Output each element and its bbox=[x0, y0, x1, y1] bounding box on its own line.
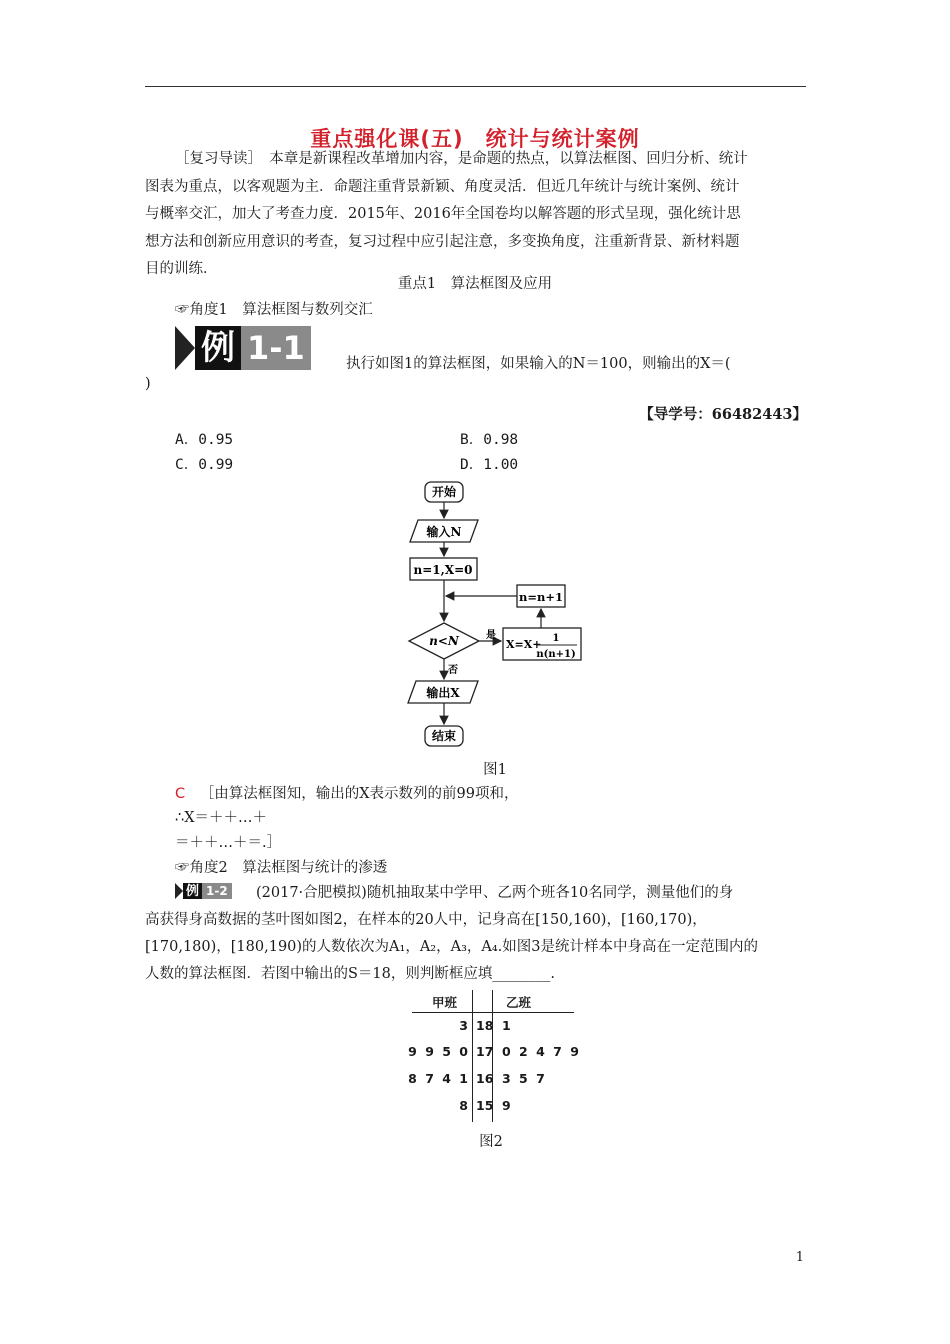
intro-line: 图表为重点，以客观题为主．命题注重背景新颖、角度灵活．但近几年统计与统计案例、统计 bbox=[145, 178, 740, 195]
example-number: 1-1 bbox=[241, 326, 311, 370]
left-header: 甲班 bbox=[432, 995, 458, 1010]
badge-arrow-icon bbox=[175, 883, 183, 899]
example-badge-1 bbox=[175, 326, 311, 370]
right-leaves: 0 2 4 7 9 bbox=[502, 1044, 579, 1059]
right-leaves: 9 bbox=[502, 1098, 511, 1113]
start-label: 开始 bbox=[431, 485, 457, 499]
page-number: 1 bbox=[795, 1250, 804, 1265]
yes-label: 是 bbox=[486, 630, 496, 641]
example2-line: 人数的算法框图．若图中输出的S＝18，则判断框应填________. bbox=[145, 966, 555, 982]
right-leaves: 3 5 7 bbox=[502, 1071, 545, 1086]
intro-paragraph bbox=[145, 146, 807, 284]
stem-leaf-figure bbox=[408, 990, 579, 1122]
option-b: B．0.98 bbox=[460, 432, 519, 448]
figure2-caption: 图2 bbox=[479, 1134, 503, 1150]
example-label: 例 bbox=[183, 883, 202, 899]
left-leaves: 9 9 5 0 bbox=[408, 1044, 468, 1059]
fraction-denominator: n(n+1) bbox=[536, 649, 576, 660]
option-c: C．0.99 bbox=[175, 457, 234, 473]
intro-line: 目的训练． bbox=[145, 261, 218, 277]
top-rule bbox=[145, 86, 806, 87]
example-badge-2 bbox=[175, 883, 232, 899]
example1-question-end: ) bbox=[145, 376, 151, 392]
intro-line: ［复习导读］ 本章是新课程改革增加内容，是命题的热点，以算法框图、回归分析、统计 bbox=[175, 151, 748, 167]
right-header: 乙班 bbox=[506, 995, 532, 1010]
section1-heading: 重点1 算法框图及应用 bbox=[397, 276, 553, 292]
example1-question: 执行如图1的算法框图，如果输入的N＝100，则输出的X＝( bbox=[346, 356, 731, 372]
stem: 15 bbox=[476, 1098, 494, 1113]
input-label: 输入N bbox=[426, 525, 462, 539]
decision-label: n<N bbox=[429, 634, 459, 648]
example-label: 例 bbox=[195, 326, 241, 370]
fraction-numerator: 1 bbox=[552, 633, 560, 644]
stem: 17 bbox=[476, 1044, 494, 1059]
angle2-label: ☞角度2 算法框图与统计的渗透 bbox=[175, 860, 388, 876]
stem: 16 bbox=[476, 1071, 494, 1086]
example2-line: (2017·合肥模拟)随机抽取某中学甲、乙两个班各10名同学，测量他们的身 bbox=[256, 885, 734, 901]
flowchart-figure bbox=[380, 478, 600, 750]
badge-arrow-icon bbox=[175, 326, 195, 370]
example2-line: [170,180)，[180,190)的人数依次为A₁，A₂，A₃，A₄.如图3是统计样本中身高在一定范围内的 bbox=[145, 939, 759, 955]
sum-prefix: X=X+ bbox=[506, 638, 542, 651]
answer-line: ＝＋＋…＋＝.］ bbox=[175, 835, 282, 851]
example2-line: 高获得身高数据的茎叶图如图2，在样本的20人中，记身高在[150,160)，[160,170)， bbox=[145, 912, 707, 928]
left-leaves: 8 bbox=[459, 1098, 468, 1113]
option-a: A．0.95 bbox=[175, 432, 234, 448]
intro-line: 想方法和创新应用意识的考查，复习过程中应引起注意，多变换角度，注重新背景、新材料题 bbox=[145, 233, 740, 250]
output-label: 输出X bbox=[426, 686, 460, 700]
answer-letter: C bbox=[175, 786, 186, 802]
increment-label: n=n+1 bbox=[519, 590, 563, 604]
answer-line: ∴X＝＋＋…＋ bbox=[175, 810, 268, 826]
page-title: 重点强化课(五) 统计与统计案例 bbox=[310, 127, 640, 151]
right-leaves: 1 bbox=[502, 1018, 511, 1033]
guide-number: 【导学号：66482443】 bbox=[639, 406, 807, 423]
init-label: n=1,X=0 bbox=[413, 563, 473, 577]
intro-line: 与概率交汇，加大了考查力度．2015年、2016年全国卷均以解答题的形式呈现，强化统计思 bbox=[145, 206, 741, 222]
option-d: D．1.00 bbox=[460, 457, 519, 473]
end-label: 结束 bbox=[431, 729, 457, 743]
left-leaves: 3 bbox=[459, 1018, 468, 1033]
example-number: 1-2 bbox=[202, 883, 232, 899]
answer-block bbox=[175, 782, 519, 803]
answer-line: ［由算法框图知，输出的X表示数列的前99项和， bbox=[199, 786, 519, 802]
left-leaves: 8 7 4 1 bbox=[408, 1071, 468, 1086]
stem: 18 bbox=[476, 1018, 494, 1033]
angle1-label: ☞角度1 算法框图与数列交汇 bbox=[175, 302, 373, 318]
no-label: 否 bbox=[448, 665, 458, 676]
figure1-caption: 图1 bbox=[483, 762, 507, 778]
